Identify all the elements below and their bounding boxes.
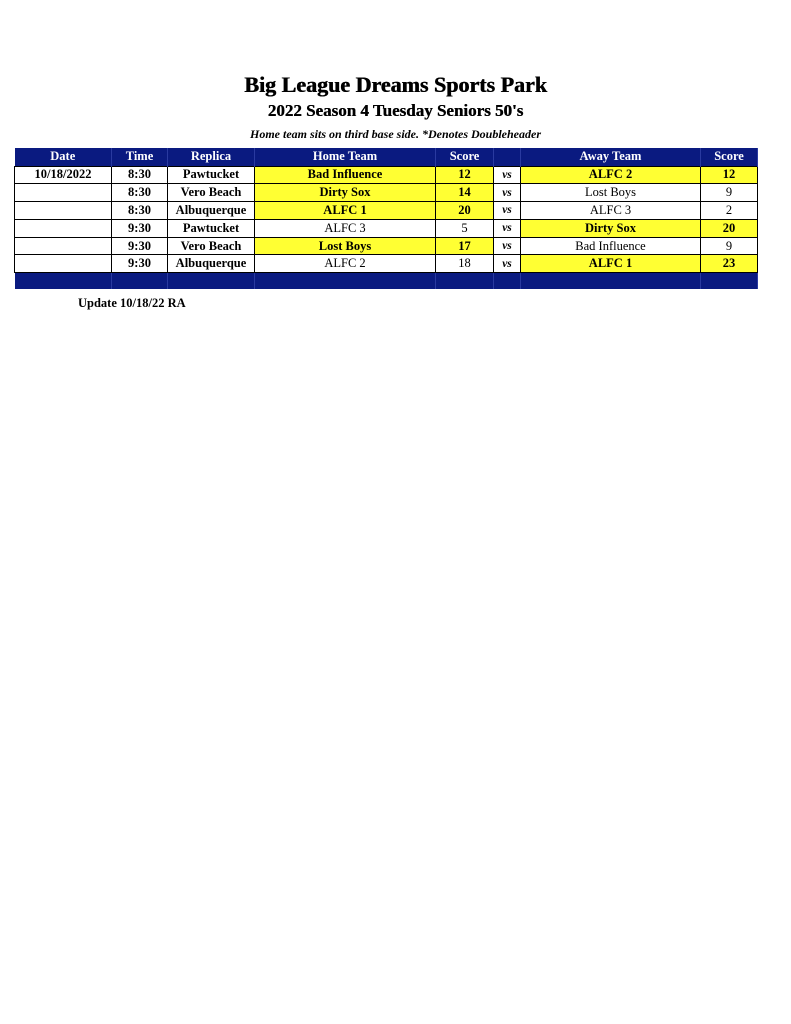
table-row [15,166,758,184]
header-time: Time [112,148,168,166]
cell-replica: Pawtucket [168,166,255,184]
cell-date [15,219,112,237]
cell-replica: Vero Beach [168,184,255,202]
cell-date [15,255,112,273]
cell-time: 8:30 [112,166,168,184]
cell-away-team: Bad Influence [521,237,701,255]
cell-away-score: 23 [701,255,758,273]
cell-home-score: 12 [436,166,494,184]
cell-home-score: 20 [436,202,494,220]
header-home-team: Home Team [255,148,436,166]
cell-vs: vs [494,255,521,273]
cell-time: 9:30 [112,255,168,273]
cell-date [15,202,112,220]
cell-away-score: 9 [701,237,758,255]
table-row [15,237,758,255]
cell-home-score: 17 [436,237,494,255]
table-row [15,255,758,273]
cell-vs: vs [494,202,521,220]
cell-time: 9:30 [112,237,168,255]
update-note: Update 10/18/22 RA [78,296,186,310]
header-away-team: Away Team [521,148,701,166]
schedule-note: Home team sits on third base side. *Denotes Doubleheader [250,127,541,141]
header-vs [494,148,521,166]
cell-vs: vs [494,184,521,202]
cell-time: 8:30 [112,184,168,202]
header-replica: Replica [168,148,255,166]
cell-home-team: ALFC 2 [255,255,436,273]
cell-vs: vs [494,166,521,184]
cell-away-score: 20 [701,219,758,237]
cell-date [15,237,112,255]
header-date: Date [15,148,112,166]
table-header-row [15,148,758,166]
cell-time: 9:30 [112,219,168,237]
schedule-body [15,166,758,273]
cell-replica: Pawtucket [168,219,255,237]
cell-vs: vs [494,237,521,255]
cell-away-score: 2 [701,202,758,220]
table-row [15,184,758,202]
cell-home-team: ALFC 1 [255,202,436,220]
cell-away-team: Lost Boys [521,184,701,202]
header-home-score: Score [436,148,494,166]
cell-date [15,184,112,202]
cell-replica: Albuquerque [168,255,255,273]
cell-date: 10/18/2022 [15,166,112,184]
table-footer-bar [15,273,758,289]
page-subtitle: 2022 Season 4 Tuesday Seniors 50's [267,101,524,120]
cell-home-score: 5 [436,219,494,237]
cell-home-team: Lost Boys [255,237,436,255]
cell-home-team: Dirty Sox [255,184,436,202]
cell-home-team: ALFC 3 [255,219,436,237]
cell-away-team: ALFC 3 [521,202,701,220]
cell-home-score: 14 [436,184,494,202]
cell-vs: vs [494,219,521,237]
cell-replica: Vero Beach [168,237,255,255]
table-row [15,219,758,237]
cell-away-score: 9 [701,184,758,202]
cell-replica: Albuquerque [168,202,255,220]
cell-home-score: 18 [436,255,494,273]
cell-away-team: ALFC 2 [521,166,701,184]
schedule-table [14,148,758,289]
cell-time: 8:30 [112,202,168,220]
table-row [15,202,758,220]
cell-home-team: Bad Influence [255,166,436,184]
cell-away-team: Dirty Sox [521,219,701,237]
header-away-score: Score [701,148,758,166]
page-title: Big League Dreams Sports Park [244,72,547,97]
cell-away-score: 12 [701,166,758,184]
cell-away-team: ALFC 1 [521,255,701,273]
